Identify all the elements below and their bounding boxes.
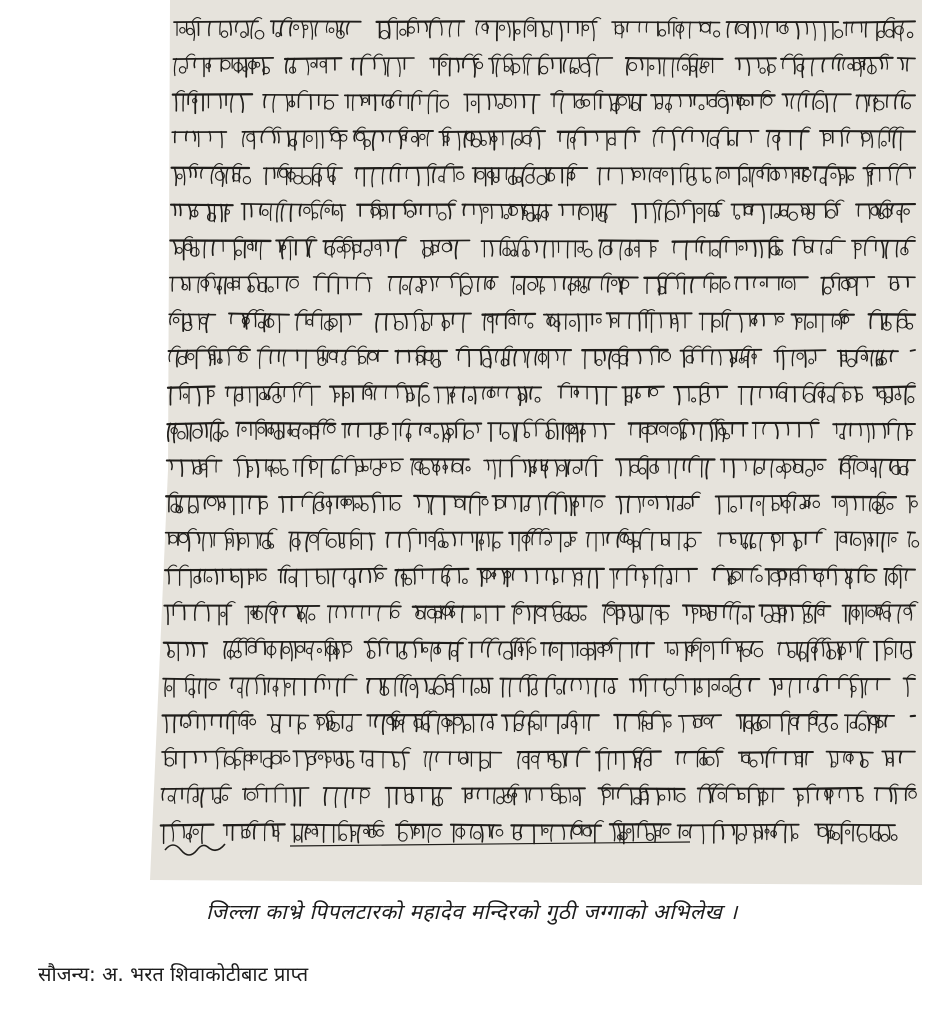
credit-line: सौजन्य: अ. भरत शिवाकोटीबाट प्राप्त bbox=[38, 962, 309, 986]
handwritten-manuscript-icon bbox=[130, 0, 922, 900]
manuscript-image bbox=[130, 0, 922, 900]
document-caption: जिल्ला काभ्रे पिपलटारको महादेव मन्दिरको गुठी जग्गाको अभिलेख । bbox=[206, 900, 738, 924]
